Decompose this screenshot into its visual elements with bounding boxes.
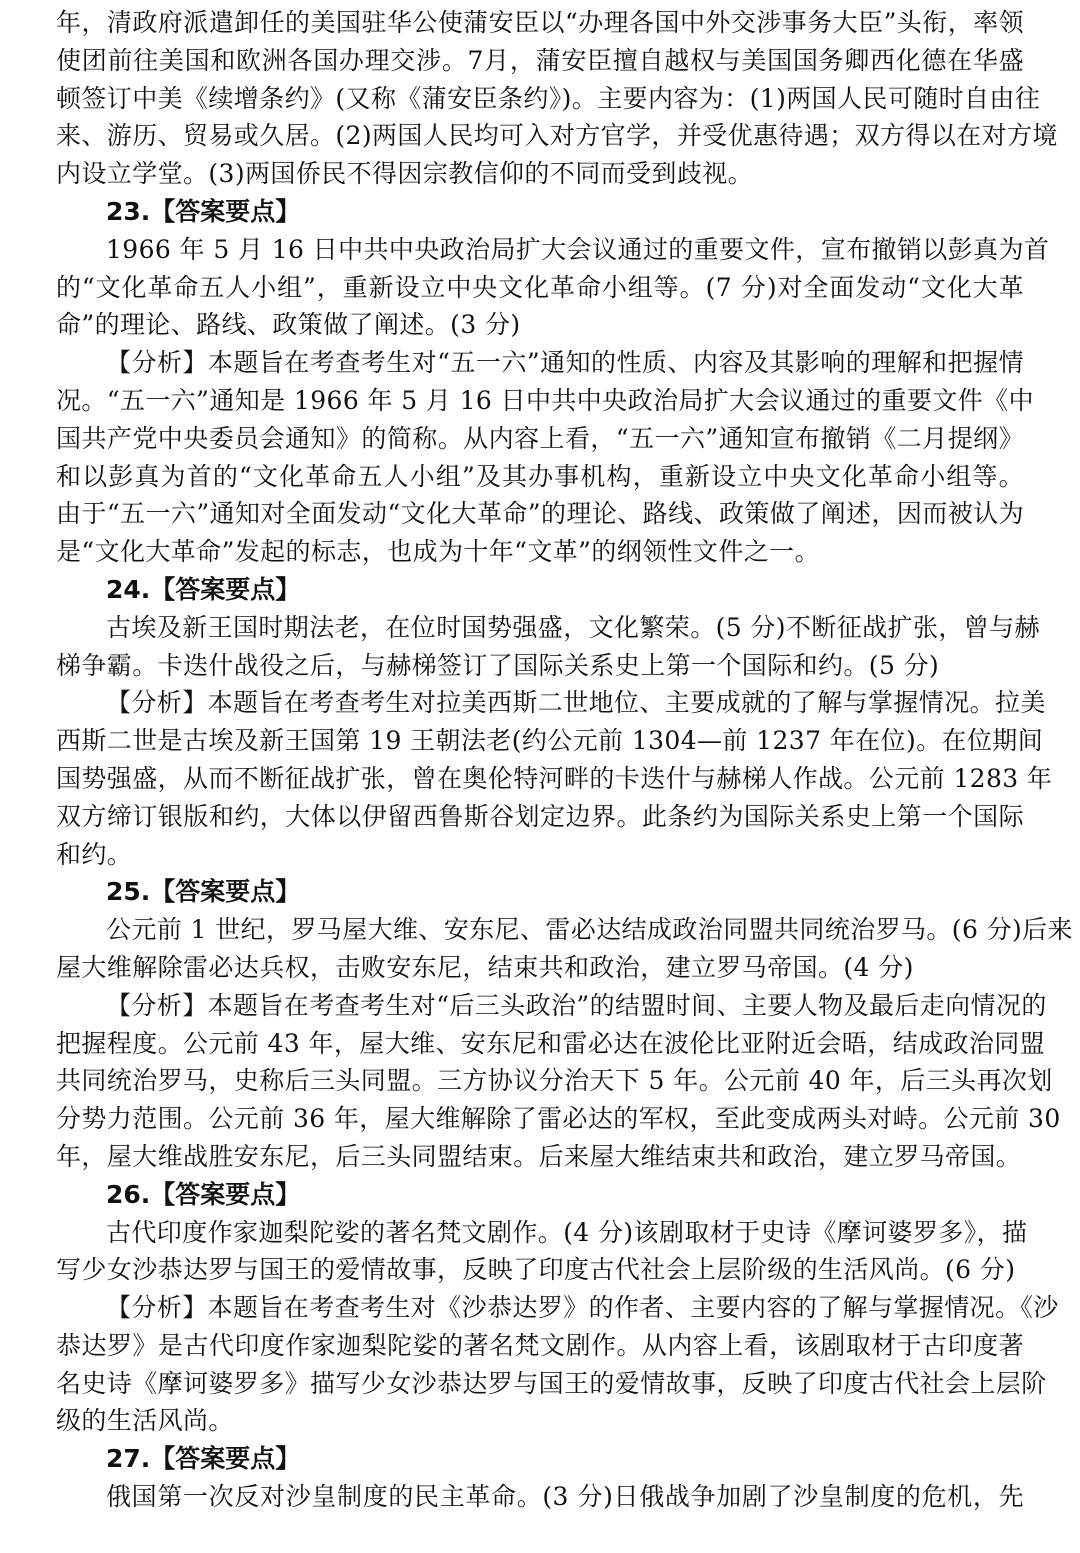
question-number: 24. <box>106 574 151 604</box>
question-heading <box>56 571 1024 609</box>
text-line: 把握程度。公元前 43 年，屋大维、安东尼和雷必达在波伦比亚附近会晤，结成政治同盟 <box>56 1028 1046 1058</box>
answer-label: 【答案要点】 <box>150 1179 301 1209</box>
question-heading <box>56 1176 1024 1214</box>
text-line: 由于“五一六”通知对全面发动“文化大革命”的理论、路线、政策做了阐述，因而被认为 <box>56 499 1024 529</box>
text-line: 来、游历、贸易或久居。(2)两国人民均可入对方官学，并受优惠待遇；双方得以在对方境 <box>56 121 1058 151</box>
question-heading <box>56 193 1024 231</box>
text-line: 共同统治罗马，史称后三头同盟。三方协议分治天下 5 年。公元前 40 年，后三头再次划 <box>56 1066 1053 1096</box>
paragraph <box>56 609 1040 685</box>
text-line: 【分析】本题旨在考查考生对“后三头政治”的结盟时间、主要人物及最后走向情况的 <box>106 990 1047 1020</box>
text-line: 年，清政府派遣卸任的美国驻华公使蒲安臣以“办理各国中外交涉事务大臣”头衔，率领 <box>56 8 1024 37</box>
text-line: 恭达罗》是古代印度作家迦梨陀娑的著名梵文剧作。从内容上看，该剧取材于古印度著 <box>56 1330 1024 1360</box>
text-line: 屋大维解除雷必达兵权，击败安东尼，结束共和政治，建立罗马帝国。(4 分) <box>56 952 914 982</box>
paragraph <box>56 1478 1024 1516</box>
text-line: 古代印度作家迦梨陀娑的著名梵文剧作。(4 分)该剧取材于史诗《摩诃婆罗多》，描 <box>106 1217 1028 1247</box>
answer-label: 【答案要点】 <box>150 196 301 226</box>
text-line: 使团前往美国和欧洲各国办理交涉。7月，蒲安臣擅自越权与美国国务卿西化德在华盛 <box>56 45 1024 75</box>
text-line: 名史诗《摩诃婆罗多》描写少女沙恭达罗与国王的爱情故事，反映了印度古代社会上层阶 <box>56 1368 1047 1398</box>
paragraph <box>56 1289 1059 1440</box>
answer-heading <box>56 1176 1024 1214</box>
text-line: 【分析】本题旨在考查考生对《沙恭达罗》的作者、主要内容的了解与掌握情况。《沙 <box>106 1293 1059 1323</box>
question-heading <box>56 873 1024 911</box>
paragraph <box>56 987 1061 1176</box>
text-line: 年，屋大维战胜安东尼，后三头同盟结束。后来屋大维结束共和政治，建立罗马帝国。 <box>56 1141 1022 1171</box>
text-line: 国共产党中央委员会通知》的简称。从内容上看，“五一六”通知宣布撤销《二月提纲》 <box>56 423 1024 453</box>
text-line: 的“文化革命五人小组”，重新设立中央文化革命小组等。(7 分)对全面发动“文化大革 <box>56 272 1024 302</box>
paragraph <box>56 231 1050 344</box>
text-line: 是“文化大革命”发起的标志，也成为十年“文革”的纲领性文件之一。 <box>56 537 820 567</box>
answer-heading <box>56 873 1024 911</box>
answer-label: 【答案要点】 <box>150 1444 301 1474</box>
paragraph <box>56 1214 1028 1290</box>
text-line: 况。“五一六”通知是 1966 年 5 月 16 日中共中央政治局扩大会议通过的重要文件《中 <box>56 385 1034 415</box>
text-line: 级的生活风尚。 <box>56 1406 234 1436</box>
text-line: 公元前 1 世纪，罗马屋大维、安东尼、雷必达结成政治同盟共同统治罗马。(6 分)后来 <box>106 915 1073 945</box>
text-line: 双方缔订银版和约，大体以伊留西鲁斯谷划定边界。此条约为国际关系史上第一个国际 <box>56 801 1024 831</box>
text-line: 西斯二世是古埃及新王国第 19 王朝法老(约公元前 1304—前 1237 年在位)。在位期间 <box>56 726 1044 756</box>
paragraph <box>56 4 1058 193</box>
text-line: 【分析】本题旨在考查考生对“五一六”通知的性质、内容及其影响的理解和把握情 <box>106 348 1024 378</box>
text-line: 和以彭真为首的“文化革命五人小组”及其办事机构，重新设立中央文化革命小组等。 <box>56 461 1024 491</box>
paragraph <box>56 344 1034 571</box>
question-number: 23. <box>106 196 151 226</box>
question-heading <box>56 1440 1024 1478</box>
text-line: 写少女沙恭达罗与国王的爱情故事，反映了印度古代社会上层阶级的生活风尚。(6 分) <box>56 1255 1016 1285</box>
text-line: 古埃及新王国时期法老，在位时国势强盛，文化繁荣。(5 分)不断征战扩张，曾与赫 <box>106 612 1040 642</box>
answer-heading <box>56 193 1024 231</box>
answer-label: 【答案要点】 <box>150 877 301 907</box>
answer-heading <box>56 571 1024 609</box>
text-line: 1966 年 5 月 16 日中共中央政治局扩大会议通过的重要文件，宣布撤销以彭真为首 <box>106 234 1050 264</box>
answer-label: 【答案要点】 <box>150 574 301 604</box>
question-number: 25. <box>106 877 151 907</box>
text-line: 和约。 <box>56 839 133 869</box>
question-number: 27. <box>106 1444 151 1474</box>
text-line: 内设立学堂。(3)两国侨民不得因宗教信仰的不同而受到歧视。 <box>56 159 754 189</box>
question-number: 26. <box>106 1179 151 1209</box>
text-line: 俄国第一次反对沙皇制度的民主革命。(3 分)日俄战争加剧了沙皇制度的危机，先 <box>106 1482 1024 1512</box>
text-line: 【分析】本题旨在考查考生对拉美西斯二世地位、主要成就的了解与掌握情况。拉美 <box>106 688 1046 718</box>
text-line: 梯争霸。卡迭什战役之后，与赫梯签订了国际关系史上第一个国际和约。(5 分) <box>56 650 940 680</box>
text-line: 分势力范围。公元前 36 年，屋大维解除了雷必达的军权，至此变成两头对峙。公元前 30 <box>56 1104 1061 1134</box>
answer-heading <box>56 1440 1024 1478</box>
text-line: 顿签订中美《续增条约》(又称《蒲安臣条约》)。主要内容为：(1)两国人民可随时自由往 <box>56 83 1041 113</box>
text-line: 国势强盛，从而不断征战扩张，曾在奥伦特河畔的卡迭什与赫梯人作战。公元前 1283 年 <box>56 763 1053 793</box>
text-line: 命”的理论、路线、政策做了阐述。(3 分) <box>56 310 521 340</box>
paragraph <box>56 911 1073 987</box>
paragraph <box>56 684 1053 873</box>
